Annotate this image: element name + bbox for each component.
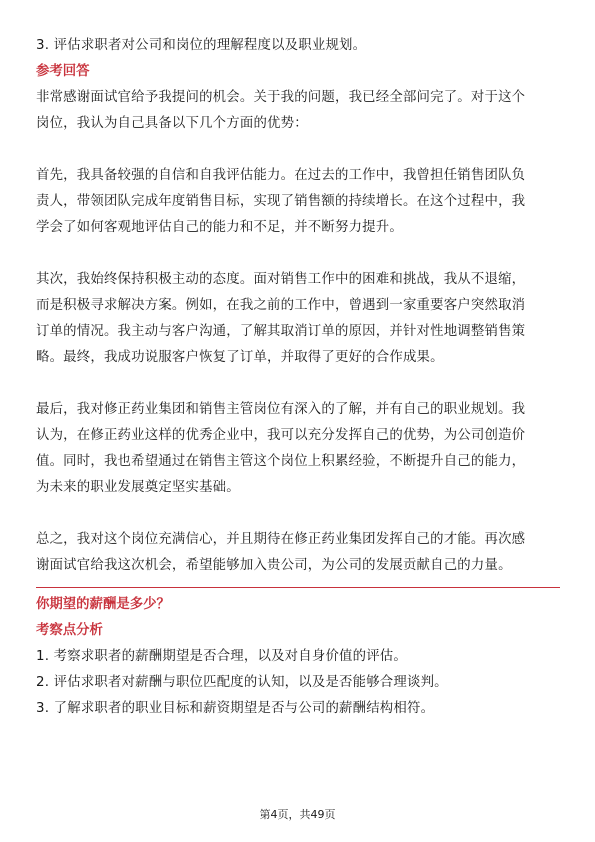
answer-paragraph-1 [36, 163, 560, 241]
page-footer: 第4页，共49页 [259, 808, 336, 821]
answer-line: 责人，带领团队完成年度销售目标，实现了销售额的持续增长。在这个过程中，我 [36, 194, 526, 209]
paragraph-gap [36, 241, 560, 267]
paragraph-gap [36, 501, 560, 527]
answer-intro [36, 85, 560, 137]
analysis-label: 考察点分析 [36, 623, 103, 638]
paragraph-gap [36, 371, 560, 397]
answer-line: 岗位，我认为自己具备以下几个方面的优势： [36, 116, 308, 131]
paragraph-gap [36, 137, 560, 163]
answer-paragraph-2 [36, 267, 560, 371]
answer-line: 认为，在修正药业这样的优秀企业中，我可以充分发挥自己的优势，为公司创造价 [36, 428, 526, 443]
list-item: 2. 评估求职者对薪酬与职位匹配度的认知，以及是否能够合理谈判。 [36, 675, 448, 690]
answer-line: 首先，我具备较强的自信和自我评估能力。在过去的工作中，我曾担任销售团队负 [36, 168, 526, 183]
answer-line: 订单的情况。我主动与客户沟通，了解其取消订单的原因，并针对性地调整销售策 [36, 324, 526, 339]
question-title: 你期望的薪酬是多少？ [36, 597, 170, 612]
answer-line: 其次，我始终保持积极主动的态度。面对销售工作中的困难和挑战，我从不退缩， [36, 272, 526, 287]
page-content [36, 33, 560, 722]
answer-line: 总之，我对这个岗位充满信心，并且期待在修正药业集团发挥自己的才能。再次感 [36, 532, 526, 547]
answer-line: 略。最终，我成功说服客户恢复了订单，并取得了更好的合作成果。 [36, 350, 444, 365]
answer-line: 为未来的职业发展奠定坚实基础。 [36, 480, 240, 495]
list-item: 1. 考察求职者的薪酬期望是否合理，以及对自身价值的评估。 [36, 649, 407, 664]
answer-line: 而是积极寻求解决方案。例如，在我之前的工作中，曾遇到一家重要客户突然取消 [36, 298, 526, 313]
list-item: 3. 了解求职者的职业目标和薪资期望是否与公司的薪酬结构相符。 [36, 701, 435, 716]
reference-answer-label: 参考回答 [36, 64, 90, 79]
section-divider [36, 587, 560, 588]
answer-paragraph-4 [36, 527, 560, 579]
analysis-list [36, 644, 560, 722]
answer-line: 学会了如何客观地评估自己的能力和不足，并不断努力提升。 [36, 220, 403, 235]
answer-line: 值。同时，我也希望通过在销售主管这个岗位上积累经验，不断提升自己的能力， [36, 454, 526, 469]
answer-line: 最后，我对修正药业集团和销售主管岗位有深入的了解，并有自己的职业规划。我 [36, 402, 526, 417]
answer-line: 非常感谢面试官给予我提问的机会。关于我的问题，我已经全部问完了。对于这个 [36, 90, 526, 105]
answer-paragraph-3 [36, 397, 560, 501]
answer-line: 谢面试官给我这次机会，希望能够加入贵公司，为公司的发展贡献自己的力量。 [36, 558, 512, 573]
evaluation-item-3: 3. 评估求职者对公司和岗位的理解程度以及职业规划。 [36, 38, 367, 53]
